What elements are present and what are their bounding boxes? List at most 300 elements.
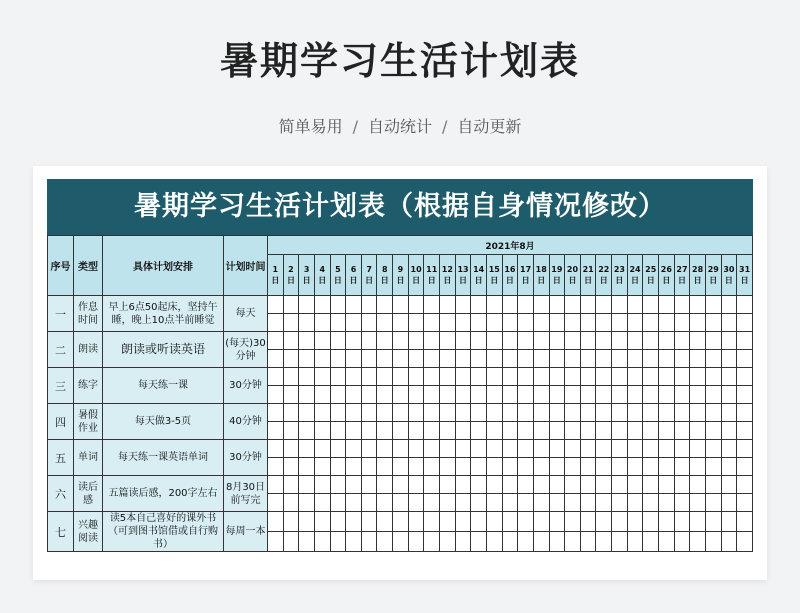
check-cell[interactable] [502,368,518,386]
check-cell[interactable] [596,404,612,422]
check-cell[interactable] [502,476,518,494]
check-cell[interactable] [424,440,440,458]
check-cell[interactable] [612,332,628,350]
check-cell[interactable] [737,296,753,314]
check-cell[interactable] [393,404,409,422]
check-cell[interactable] [455,386,471,404]
check-cell[interactable] [361,512,377,532]
check-cell[interactable] [486,476,502,494]
check-cell[interactable] [283,404,299,422]
check-cell[interactable] [408,368,424,386]
check-cell[interactable] [299,512,315,532]
check-cell[interactable] [549,350,565,368]
check-cell[interactable] [612,296,628,314]
check-cell[interactable] [377,512,393,532]
check-cell[interactable] [674,350,690,368]
check-cell[interactable] [533,386,549,404]
check-cell[interactable] [502,494,518,512]
check-cell[interactable] [690,512,706,532]
check-cell[interactable] [283,494,299,512]
check-cell[interactable] [518,532,534,552]
check-cell[interactable] [737,512,753,532]
check-cell[interactable] [361,440,377,458]
check-cell[interactable] [424,422,440,440]
check-cell[interactable] [299,404,315,422]
check-cell[interactable] [627,532,643,552]
check-cell[interactable] [346,422,362,440]
check-cell[interactable] [690,458,706,476]
check-cell[interactable] [330,368,346,386]
check-cell[interactable] [580,332,596,350]
check-cell[interactable] [393,532,409,552]
check-cell[interactable] [283,476,299,494]
check-cell[interactable] [440,386,456,404]
check-cell[interactable] [643,440,659,458]
check-cell[interactable] [408,314,424,332]
check-cell[interactable] [314,458,330,476]
check-cell[interactable] [486,494,502,512]
check-cell[interactable] [580,458,596,476]
check-cell[interactable] [533,296,549,314]
check-cell[interactable] [486,386,502,404]
check-cell[interactable] [533,494,549,512]
check-cell[interactable] [596,532,612,552]
check-cell[interactable] [455,532,471,552]
check-cell[interactable] [440,314,456,332]
check-cell[interactable] [659,332,675,350]
check-cell[interactable] [659,476,675,494]
check-cell[interactable] [721,440,737,458]
check-cell[interactable] [502,386,518,404]
check-cell[interactable] [361,386,377,404]
check-cell[interactable] [455,368,471,386]
check-cell[interactable] [690,386,706,404]
check-cell[interactable] [674,494,690,512]
check-cell[interactable] [299,476,315,494]
check-cell[interactable] [643,350,659,368]
check-cell[interactable] [705,512,721,532]
check-cell[interactable] [440,440,456,458]
check-cell[interactable] [643,476,659,494]
check-cell[interactable] [393,386,409,404]
check-cell[interactable] [455,422,471,440]
check-cell[interactable] [455,296,471,314]
check-cell[interactable] [627,422,643,440]
check-cell[interactable] [690,404,706,422]
check-cell[interactable] [314,350,330,368]
check-cell[interactable] [346,350,362,368]
check-cell[interactable] [455,512,471,532]
check-cell[interactable] [440,458,456,476]
check-cell[interactable] [533,476,549,494]
check-cell[interactable] [690,350,706,368]
check-cell[interactable] [299,458,315,476]
check-cell[interactable] [627,332,643,350]
check-cell[interactable] [659,494,675,512]
check-cell[interactable] [268,494,284,512]
check-cell[interactable] [471,404,487,422]
check-cell[interactable] [502,532,518,552]
check-cell[interactable] [440,350,456,368]
check-cell[interactable] [440,476,456,494]
check-cell[interactable] [643,494,659,512]
check-cell[interactable] [705,458,721,476]
check-cell[interactable] [721,350,737,368]
check-cell[interactable] [565,314,581,332]
check-cell[interactable] [737,532,753,552]
check-cell[interactable] [377,494,393,512]
check-cell[interactable] [549,314,565,332]
check-cell[interactable] [549,332,565,350]
check-cell[interactable] [705,332,721,350]
check-cell[interactable] [659,422,675,440]
check-cell[interactable] [377,440,393,458]
check-cell[interactable] [471,476,487,494]
check-cell[interactable] [705,350,721,368]
check-cell[interactable] [471,350,487,368]
check-cell[interactable] [612,440,628,458]
check-cell[interactable] [518,422,534,440]
check-cell[interactable] [565,532,581,552]
check-cell[interactable] [596,386,612,404]
check-cell[interactable] [424,494,440,512]
check-cell[interactable] [690,296,706,314]
check-cell[interactable] [705,386,721,404]
check-cell[interactable] [455,350,471,368]
check-cell[interactable] [314,314,330,332]
check-cell[interactable] [674,458,690,476]
check-cell[interactable] [408,350,424,368]
check-cell[interactable] [643,404,659,422]
check-cell[interactable] [346,494,362,512]
check-cell[interactable] [612,368,628,386]
check-cell[interactable] [737,332,753,350]
check-cell[interactable] [580,314,596,332]
check-cell[interactable] [361,458,377,476]
check-cell[interactable] [346,386,362,404]
check-cell[interactable] [721,314,737,332]
check-cell[interactable] [314,512,330,532]
check-cell[interactable] [533,458,549,476]
check-cell[interactable] [346,476,362,494]
check-cell[interactable] [612,422,628,440]
check-cell[interactable] [424,386,440,404]
check-cell[interactable] [737,422,753,440]
check-cell[interactable] [455,440,471,458]
check-cell[interactable] [377,532,393,552]
check-cell[interactable] [361,296,377,314]
check-cell[interactable] [440,404,456,422]
check-cell[interactable] [299,368,315,386]
check-cell[interactable] [393,296,409,314]
check-cell[interactable] [283,386,299,404]
check-cell[interactable] [502,314,518,332]
check-cell[interactable] [549,532,565,552]
check-cell[interactable] [737,440,753,458]
check-cell[interactable] [580,440,596,458]
check-cell[interactable] [612,476,628,494]
check-cell[interactable] [377,476,393,494]
check-cell[interactable] [440,332,456,350]
check-cell[interactable] [596,332,612,350]
check-cell[interactable] [627,458,643,476]
check-cell[interactable] [580,296,596,314]
check-cell[interactable] [549,296,565,314]
check-cell[interactable] [580,368,596,386]
check-cell[interactable] [627,440,643,458]
check-cell[interactable] [533,368,549,386]
check-cell[interactable] [471,494,487,512]
check-cell[interactable] [502,440,518,458]
check-cell[interactable] [377,350,393,368]
check-cell[interactable] [518,512,534,532]
check-cell[interactable] [361,494,377,512]
check-cell[interactable] [659,296,675,314]
check-cell[interactable] [361,332,377,350]
check-cell[interactable] [408,458,424,476]
check-cell[interactable] [627,476,643,494]
check-cell[interactable] [330,404,346,422]
check-cell[interactable] [549,494,565,512]
check-cell[interactable] [393,440,409,458]
check-cell[interactable] [440,296,456,314]
check-cell[interactable] [690,532,706,552]
check-cell[interactable] [330,532,346,552]
check-cell[interactable] [361,532,377,552]
check-cell[interactable] [674,386,690,404]
check-cell[interactable] [549,476,565,494]
check-cell[interactable] [424,476,440,494]
check-cell[interactable] [408,332,424,350]
check-cell[interactable] [393,494,409,512]
check-cell[interactable] [330,332,346,350]
check-cell[interactable] [486,332,502,350]
check-cell[interactable] [471,422,487,440]
check-cell[interactable] [268,512,284,532]
check-cell[interactable] [612,458,628,476]
check-cell[interactable] [268,458,284,476]
check-cell[interactable] [705,296,721,314]
check-cell[interactable] [314,440,330,458]
check-cell[interactable] [612,386,628,404]
check-cell[interactable] [705,532,721,552]
check-cell[interactable] [721,332,737,350]
check-cell[interactable] [486,458,502,476]
check-cell[interactable] [596,512,612,532]
check-cell[interactable] [596,314,612,332]
check-cell[interactable] [314,404,330,422]
check-cell[interactable] [518,314,534,332]
check-cell[interactable] [565,404,581,422]
check-cell[interactable] [565,512,581,532]
check-cell[interactable] [721,476,737,494]
check-cell[interactable] [549,440,565,458]
check-cell[interactable] [471,532,487,552]
check-cell[interactable] [643,458,659,476]
check-cell[interactable] [627,404,643,422]
check-cell[interactable] [643,368,659,386]
check-cell[interactable] [737,314,753,332]
check-cell[interactable] [674,440,690,458]
check-cell[interactable] [268,532,284,552]
check-cell[interactable] [330,422,346,440]
check-cell[interactable] [330,314,346,332]
check-cell[interactable] [580,476,596,494]
check-cell[interactable] [471,440,487,458]
check-cell[interactable] [565,368,581,386]
check-cell[interactable] [533,332,549,350]
check-cell[interactable] [314,494,330,512]
check-cell[interactable] [346,532,362,552]
check-cell[interactable] [486,422,502,440]
check-cell[interactable] [346,296,362,314]
check-cell[interactable] [283,512,299,532]
check-cell[interactable] [408,386,424,404]
check-cell[interactable] [565,458,581,476]
check-cell[interactable] [440,422,456,440]
check-cell[interactable] [440,368,456,386]
check-cell[interactable] [705,422,721,440]
check-cell[interactable] [330,386,346,404]
check-cell[interactable] [518,476,534,494]
check-cell[interactable] [643,532,659,552]
check-cell[interactable] [580,512,596,532]
check-cell[interactable] [721,458,737,476]
check-cell[interactable] [502,332,518,350]
check-cell[interactable] [659,532,675,552]
check-cell[interactable] [518,386,534,404]
check-cell[interactable] [471,512,487,532]
check-cell[interactable] [299,350,315,368]
check-cell[interactable] [612,404,628,422]
check-cell[interactable] [627,368,643,386]
check-cell[interactable] [502,404,518,422]
check-cell[interactable] [674,296,690,314]
check-cell[interactable] [440,512,456,532]
check-cell[interactable] [705,368,721,386]
check-cell[interactable] [721,368,737,386]
check-cell[interactable] [346,314,362,332]
check-cell[interactable] [408,404,424,422]
check-cell[interactable] [330,494,346,512]
check-cell[interactable] [659,386,675,404]
check-cell[interactable] [596,476,612,494]
check-cell[interactable] [674,332,690,350]
check-cell[interactable] [502,422,518,440]
check-cell[interactable] [408,476,424,494]
check-cell[interactable] [705,440,721,458]
check-cell[interactable] [580,386,596,404]
check-cell[interactable] [283,332,299,350]
check-cell[interactable] [596,458,612,476]
check-cell[interactable] [596,350,612,368]
check-cell[interactable] [455,476,471,494]
check-cell[interactable] [440,494,456,512]
check-cell[interactable] [346,332,362,350]
check-cell[interactable] [721,296,737,314]
check-cell[interactable] [486,296,502,314]
check-cell[interactable] [518,494,534,512]
check-cell[interactable] [377,386,393,404]
check-cell[interactable] [283,440,299,458]
check-cell[interactable] [565,350,581,368]
check-cell[interactable] [361,368,377,386]
check-cell[interactable] [424,404,440,422]
check-cell[interactable] [565,422,581,440]
check-cell[interactable] [690,314,706,332]
check-cell[interactable] [346,404,362,422]
check-cell[interactable] [314,476,330,494]
check-cell[interactable] [533,404,549,422]
check-cell[interactable] [737,494,753,512]
check-cell[interactable] [330,512,346,532]
check-cell[interactable] [518,350,534,368]
check-cell[interactable] [627,386,643,404]
check-cell[interactable] [471,386,487,404]
check-cell[interactable] [565,386,581,404]
check-cell[interactable] [518,296,534,314]
check-cell[interactable] [549,368,565,386]
check-cell[interactable] [268,314,284,332]
check-cell[interactable] [627,296,643,314]
check-cell[interactable] [486,350,502,368]
check-cell[interactable] [565,296,581,314]
check-cell[interactable] [737,350,753,368]
check-cell[interactable] [502,350,518,368]
check-cell[interactable] [643,386,659,404]
check-cell[interactable] [330,476,346,494]
check-cell[interactable] [283,422,299,440]
check-cell[interactable] [408,512,424,532]
check-cell[interactable] [627,494,643,512]
check-cell[interactable] [533,314,549,332]
check-cell[interactable] [612,350,628,368]
check-cell[interactable] [705,476,721,494]
check-cell[interactable] [486,440,502,458]
check-cell[interactable] [330,296,346,314]
check-cell[interactable] [268,296,284,314]
check-cell[interactable] [393,458,409,476]
check-cell[interactable] [268,440,284,458]
check-cell[interactable] [299,386,315,404]
check-cell[interactable] [486,368,502,386]
check-cell[interactable] [580,422,596,440]
check-cell[interactable] [393,422,409,440]
check-cell[interactable] [424,458,440,476]
check-cell[interactable] [283,296,299,314]
check-cell[interactable] [674,422,690,440]
check-cell[interactable] [393,350,409,368]
check-cell[interactable] [533,532,549,552]
check-cell[interactable] [627,512,643,532]
check-cell[interactable] [486,404,502,422]
check-cell[interactable] [314,368,330,386]
check-cell[interactable] [659,458,675,476]
check-cell[interactable] [471,368,487,386]
check-cell[interactable] [471,332,487,350]
check-cell[interactable] [314,386,330,404]
check-cell[interactable] [283,350,299,368]
check-cell[interactable] [721,422,737,440]
check-cell[interactable] [283,314,299,332]
check-cell[interactable] [627,314,643,332]
check-cell[interactable] [721,512,737,532]
check-cell[interactable] [377,314,393,332]
check-cell[interactable] [674,368,690,386]
check-cell[interactable] [690,368,706,386]
check-cell[interactable] [737,458,753,476]
check-cell[interactable] [659,404,675,422]
